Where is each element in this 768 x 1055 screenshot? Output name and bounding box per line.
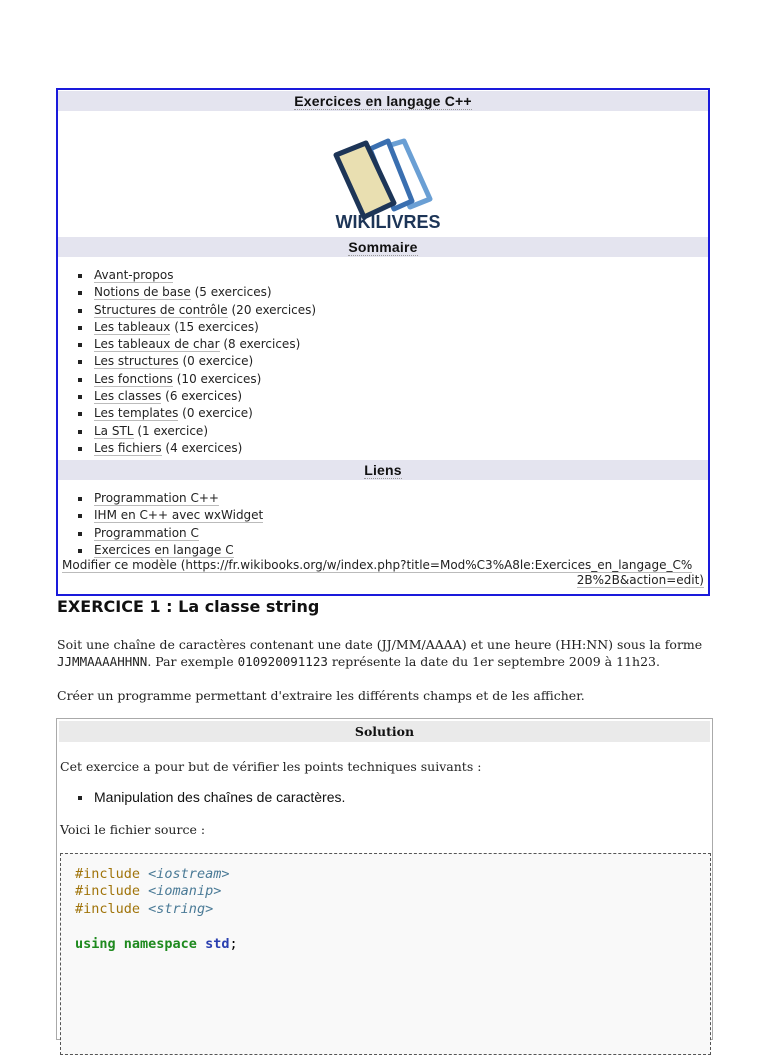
list-item: Les tableaux de char (8 exercices) <box>94 336 708 353</box>
list-item: Structures de contrôle (20 exercices) <box>94 302 708 319</box>
solution-header[interactable]: Solution <box>59 721 710 742</box>
link-avant-propos[interactable]: Avant-propos <box>94 268 174 282</box>
list-item: Les tableaux (15 exercices) <box>94 319 708 336</box>
link-exercices-c[interactable]: Exercices en langage C <box>94 542 234 557</box>
code-block: #include <iostream> #include <iomanip> #include <string> using namespace std; <box>60 853 711 1055</box>
link-ihm-wxwidget[interactable]: IHM en C++ avec wxWidget <box>94 508 264 523</box>
link-les-classes[interactable]: Les classes <box>94 389 162 404</box>
exercise-instruction: Créer un programme permettant d'extraire les différents champs et de les afficher. <box>57 688 585 703</box>
liens-list <box>58 480 708 558</box>
navbox <box>56 88 710 596</box>
solution-box <box>56 718 713 1040</box>
logo-wordmark: WIKILIVRES <box>335 212 441 232</box>
list-item: Les structures (0 exercice) <box>94 353 708 370</box>
list-item <box>94 267 708 284</box>
link-les-tableaux-de-char[interactable]: Les tableaux de char <box>94 337 220 352</box>
list-item: Les fonctions (10 exercices) <box>94 371 708 388</box>
link-programmation-c[interactable]: Programmation C <box>94 525 199 540</box>
link-les-fichiers[interactable]: Les fichiers <box>94 440 162 455</box>
link-les-tableaux[interactable]: Les tableaux <box>94 319 171 334</box>
list-item <box>94 525 708 542</box>
link-les-fonctions[interactable]: Les fonctions <box>94 371 173 386</box>
source-label: Voici le fichier source : <box>60 822 206 837</box>
link-notions-de-base[interactable]: Notions de base <box>94 285 191 300</box>
link-les-structures[interactable]: Les structures <box>94 354 179 369</box>
link-la-stl[interactable]: La STL <box>94 423 134 438</box>
list-item: Les fichiers (4 exercices) <box>94 440 708 457</box>
link-structures-de-controle[interactable]: Structures de contrôle <box>94 302 228 317</box>
exercise-heading: EXERCICE 1 : La classe string <box>57 597 320 616</box>
list-item <box>94 507 708 524</box>
navbox-title: Exercices en langage C++ <box>58 91 708 111</box>
sommaire-list <box>58 257 708 460</box>
link-les-templates[interactable]: Les templates <box>94 406 179 421</box>
exercise-paragraph: Soit une chaîne de caractères contenant une date (JJ/MM/AAAA) et une heure (HH:NN) sous la forme JJMMAAAAHHNN. Par exemple 010920091123 représente la date du 1er septembre 2009 à 11h23. <box>57 637 703 669</box>
list-item <box>94 542 708 559</box>
list-item <box>94 490 708 507</box>
list-item: Notions de base (5 exercices) <box>94 284 708 301</box>
list-item: Les classes (6 exercices) <box>94 388 708 405</box>
sommaire-header: Sommaire <box>58 237 708 257</box>
modify-template-link[interactable]: Modifier ce modèle (https://fr.wikibooks.org/w/index.php?title=Mod%C3%A8le:Exercices_en_langage_C% 2B%2B&action=edit) <box>62 558 704 587</box>
link-programmation-cpp[interactable]: Programmation C++ <box>94 491 219 505</box>
list-item: La STL (1 exercice) <box>94 423 708 440</box>
solution-bullet: Manipulation des chaînes de caractères. <box>94 789 346 805</box>
solution-intro: Cet exercice a pour but de vérifier les points techniques suivants : <box>60 759 482 774</box>
liens-header: Liens <box>58 460 708 480</box>
list-item: Les templates (0 exercice) <box>94 405 708 422</box>
wikilivres-logo <box>58 111 708 237</box>
